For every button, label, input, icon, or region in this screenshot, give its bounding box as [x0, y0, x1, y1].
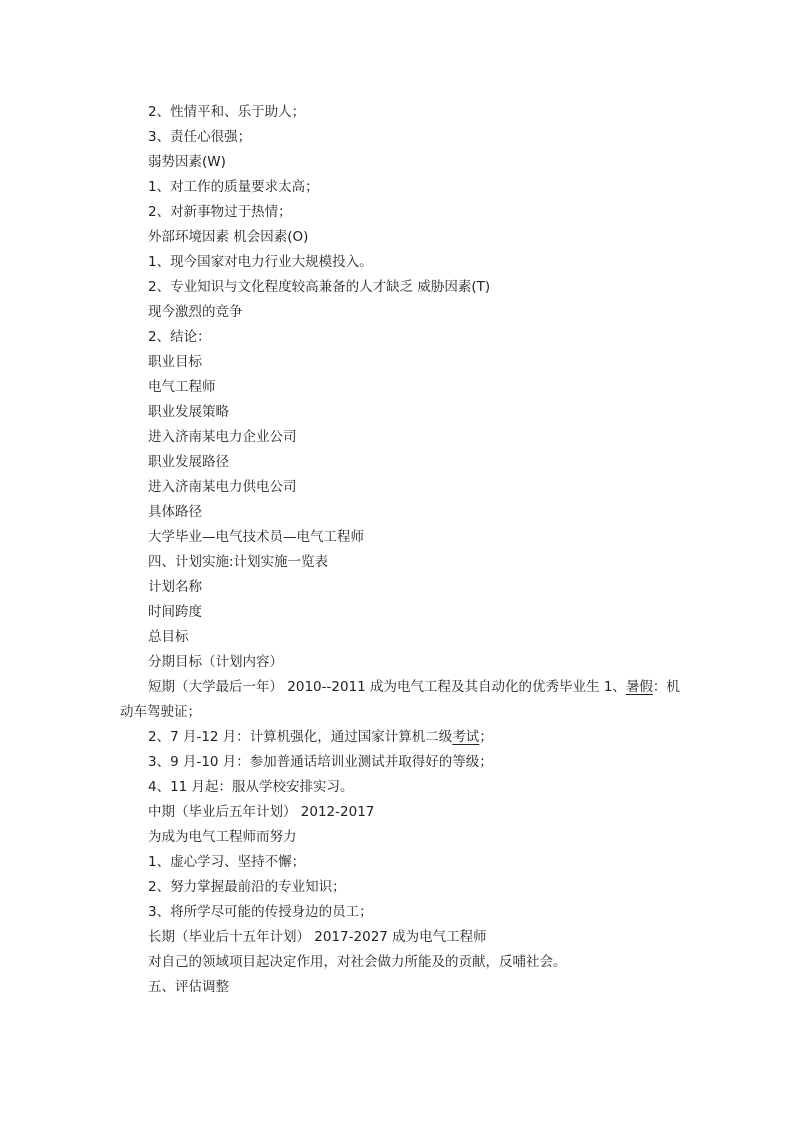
text-line: 对自己的领域项目起决定作用，对社会做力所能及的贡献，反哺社会。	[148, 954, 567, 970]
short-term-paragraph	[120, 675, 680, 725]
document-body	[120, 100, 680, 1000]
text-line: 外部环境因素 机会因素(O)	[148, 229, 309, 245]
text-line: 职业发展路径	[148, 454, 229, 470]
short-term-text-end: ：机动车驾驶证；	[120, 679, 680, 720]
text-line: 四、计划实施:计划实施一览表	[148, 554, 329, 570]
summer-vacation-link[interactable]: 暑假	[625, 679, 653, 695]
exam-link[interactable]: 考试	[452, 729, 480, 745]
text-line: 2、努力掌握最前沿的专业知识；	[148, 879, 346, 895]
exam-line-end: ；	[479, 729, 493, 745]
text-line: 3、责任心很强；	[148, 129, 252, 145]
text-line: 为成为电气工程师而努力	[148, 829, 297, 845]
text-line: 中期（毕业后五年计划） 2012-2017	[148, 804, 375, 820]
text-line: 现今激烈的竞争	[148, 304, 243, 320]
text-line: 3、将所学尽可能的传授身边的员工；	[148, 904, 373, 920]
text-line: 4、11 月起：服从学校安排实习。	[148, 779, 354, 795]
text-line: 2、性情平和、乐于助人；	[148, 104, 306, 120]
text-line: 进入济南某电力供电公司	[148, 479, 297, 495]
text-line: 大学毕业—电气技术员—电气工程师	[148, 529, 364, 545]
text-line: 计划名称	[148, 579, 202, 595]
text-line: 总目标	[148, 629, 189, 645]
text-line: 具体路径	[148, 504, 202, 520]
text-line: 长期（毕业后十五年计划） 2017-2027 成为电气工程师	[148, 929, 487, 945]
text-line: 电气工程师	[148, 379, 216, 395]
text-line: 分期目标（计划内容）	[148, 654, 283, 670]
exam-line-text: 2、7 月-12 月：计算机强化，通过国家计算机二级	[148, 729, 453, 745]
text-line: 职业目标	[148, 354, 202, 370]
text-line: 五、评估调整	[148, 979, 229, 995]
text-line: 2、对新事物过于热情；	[148, 204, 292, 220]
text-line: 职业发展策略	[148, 404, 229, 420]
text-line: 3、9 月-10 月：参加普通话培训业测试并取得好的等级；	[148, 754, 493, 770]
text-line: 1、虚心学习、坚持不懈；	[148, 854, 306, 870]
text-line: 进入济南某电力企业公司	[148, 429, 297, 445]
text-line: 2、结论：	[148, 329, 211, 345]
text-line: 1、对工作的质量要求太高；	[148, 179, 319, 195]
exam-line	[120, 725, 680, 750]
short-term-text: 短期（大学最后一年） 2010--2011 成为电气工程及其自动化的优秀毕业生 1、	[148, 679, 626, 695]
text-line: 1、现今国家对电力行业大规模投入。	[148, 254, 373, 270]
text-line: 弱势因素(W)	[148, 154, 226, 170]
text-line: 时间跨度	[148, 604, 202, 620]
text-line: 2、专业知识与文化程度较高兼备的人才缺乏 威胁因素(T)	[148, 279, 491, 295]
